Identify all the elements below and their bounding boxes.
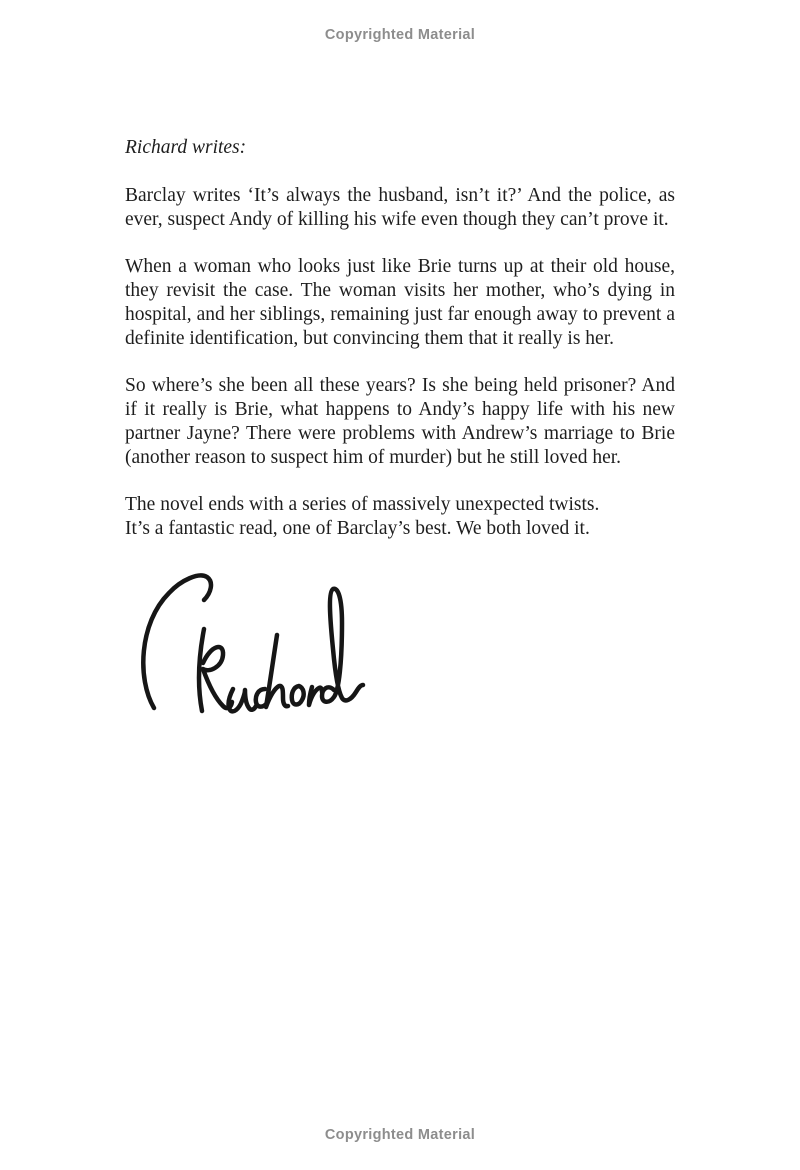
signature-richard [125,571,395,726]
copyright-banner-bottom: Copyrighted Material [324,1127,476,1143]
letter-closing [125,493,675,541]
closing-line-2: It’s a fantastic read, one of Barclay’s best. We both loved it. [125,518,590,539]
letter-content [125,136,675,726]
signature-stroke-o [292,686,304,705]
copyright-banner-top: Copyrighted Material [324,27,476,43]
letter-paragraph-1: Barclay writes ‘It’s always the husband, isn’t it?’ And the police, as ever, suspect Andy of killing his wife even though they can’t prove it. [125,185,675,230]
letter-paragraph-3: So where’s she been all these years? Is she being held prisoner? And if it really is Brie, what happens to Andy’s happy life with his new partner Jayne? There were problems with Andrew’s marriage to Brie (another reason to suspect him of murder) but he still loved her. [125,375,675,468]
letter-heading: Richard writes: [125,137,247,158]
letter-paragraph-2: When a woman who looks just like Brie turns up at their old house, they revisit the case. The woman visits her mother, who’s dying in hospital, and her siblings, remaining just far enough away to prevent a definite identification, but convincing them that it really is her. [125,256,675,349]
closing-line-1: The novel ends with a series of massively unexpected twists. [125,494,600,515]
signature-stroke-d [322,589,363,702]
signature-stroke-h [266,635,288,707]
